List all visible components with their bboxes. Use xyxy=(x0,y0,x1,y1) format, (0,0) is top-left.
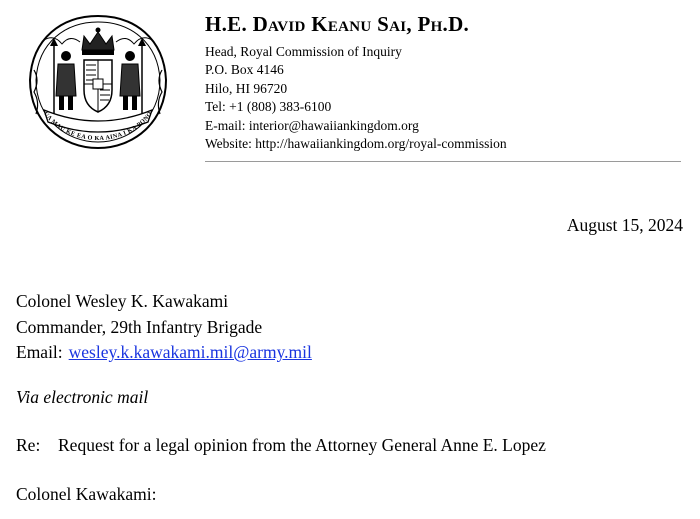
letter-date: August 15, 2024 xyxy=(566,215,683,235)
sender-title: Head, Royal Commission of Inquiry xyxy=(205,44,402,59)
sender-name: H.E. David Keanu Sai, Ph.D. xyxy=(205,12,470,36)
hawaiian-kingdom-seal-icon xyxy=(22,10,174,152)
sender-email: E-mail: interior@hawaiiankingdom.org xyxy=(205,117,419,133)
sender-city: Hilo, HI 96720 xyxy=(205,80,288,96)
sender-website: Website: http://hawaiiankingdom.org/royal-commission xyxy=(205,136,507,152)
subject-text: Request for a legal opinion from the Attorney General Anne E. Lopez xyxy=(58,435,546,455)
delivery-method: Via electronic mail xyxy=(16,387,149,407)
sender-po-box: P.O. Box 4146 xyxy=(205,62,284,78)
subject-label: Re: xyxy=(16,435,41,455)
letterhead-divider xyxy=(205,161,681,162)
recipient-name: Colonel Wesley K. Kawakami xyxy=(16,291,229,311)
recipient-title: Commander, 29th Infantry Brigade xyxy=(16,316,263,337)
recipient-block xyxy=(16,289,312,366)
recipient-email-link[interactable]: wesley.k.kawakami.mil@army.mil xyxy=(68,342,312,362)
sender-phone: Tel: +1 (808) 383-6100 xyxy=(205,99,332,115)
recipient-email-line xyxy=(16,340,312,366)
svg-text:UA MAU KE EA O KA AINA I KA PO: UA MAU KE EA O KA AINA I KA PONO xyxy=(42,110,154,143)
letterhead xyxy=(205,12,507,153)
salutation: Colonel Kawakami: xyxy=(16,484,157,504)
recipient-email-label: Email: xyxy=(16,342,63,362)
subject-line xyxy=(16,435,546,456)
